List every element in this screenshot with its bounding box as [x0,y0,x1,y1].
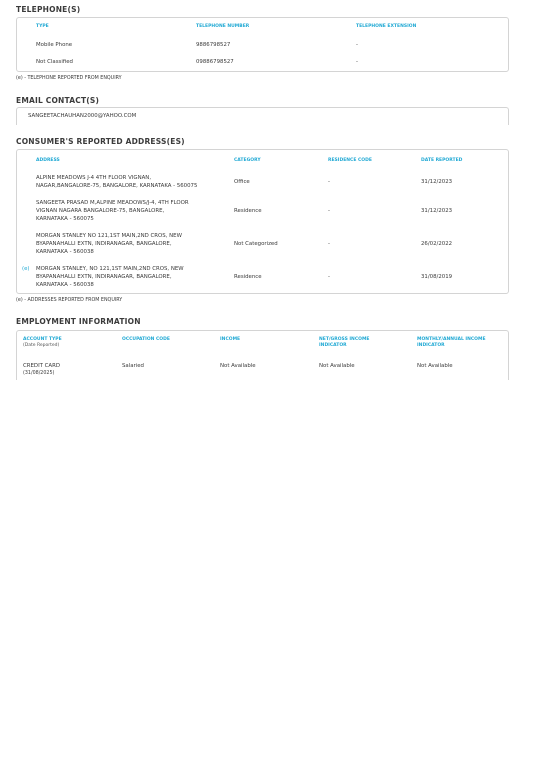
employment-header-net-gross-line-1: NET/GROSS INCOME [319,337,370,342]
address-row-4-code: - [328,274,330,280]
address-header-residence-code: RESIDENCE CODE [328,158,372,163]
address-card [16,149,509,294]
address-row-1-date: 31/12/2023 [421,179,453,185]
telephone-header-number: TELEPHONE NUMBER [196,24,250,29]
telephone-row-1-extension: - [356,42,358,48]
employment-header-net-gross [319,337,370,349]
address-row-1-line-2: NAGAR,BANGALORE-75, BANGALORE, KARNATAKA - 560075 [36,183,198,190]
address-row-3-date: 26/02/2022 [421,241,453,247]
address-row-4-line-3: KARNATAKA - 560038 [36,282,94,289]
email-card [16,107,509,125]
address-row-4-address [36,265,184,290]
address-header-date-reported: DATE REPORTED [421,158,463,163]
telephone-row-1-type: Mobile Phone [36,42,73,48]
address-row-4-category: Residence [234,274,262,280]
telephone-row-2-extension: - [356,59,358,65]
email-value: SANGEETACHAUHAN2000@YAHOO.COM [28,113,137,119]
employment-header-account-type-label: ACCOUNT TYPE [23,337,62,342]
employment-header-monthly-line-2: INDICATOR [417,343,445,348]
address-row-4-enquiry-marker: (e) [22,266,30,272]
employment-header-occupation: OCCUPATION CODE [122,337,170,342]
employment-occupation: Salaried [122,363,144,369]
address-row-3-line-3: KARNATAKA - 560038 [36,249,94,256]
address-row-2-line-3: KARNATAKA - 560075 [36,216,94,223]
telephone-section-title: TELEPHONE(S) [16,5,81,14]
telephone-note: (e) - TELEPHONE REPORTED FROM ENQUIRY [16,76,122,81]
address-row-4-date: 31/08/2019 [421,274,453,280]
address-row-1-category: Office [234,179,250,185]
address-note: (e) - ADDRESSES REPORTED FROM ENQUIRY [16,298,123,303]
address-row-3-address [36,232,182,257]
employment-header-income: INCOME [220,337,241,342]
address-row-3-code: - [328,241,330,247]
telephone-row-1-number: 9886798527 [196,42,231,48]
address-header-category: CATEGORY [234,158,261,163]
address-row-4-line-2: BYAPANAHALLI EXTN, INDIRANAGAR, BANGALORE, [36,274,172,281]
address-row-2-line-2: VIGNAN NAGARA BANGALORE-75, BANGALORE, [36,208,165,215]
employment-header-monthly-line-1: MONTHLY/ANNUAL INCOME [417,337,486,342]
employment-header-net-gross-line-2: INDICATOR [319,343,347,348]
address-row-2-address [36,199,189,224]
address-row-1-code: - [328,179,330,185]
telephone-row-2-number: 09886798527 [196,59,234,65]
address-row-1-address [36,174,197,190]
employment-header-date-reported-label: (Date Reported) [23,343,60,348]
telephone-row-2-type: Not Classified [36,59,73,65]
employment-section-title: EMPLOYMENT INFORMATION [16,317,141,326]
address-row-2-code: - [328,208,330,214]
address-row-2-date: 31/12/2023 [421,208,453,214]
address-row-3-line-1: MORGAN STANLEY NO 121,1ST MAIN,2ND CROS, NEW [36,233,182,239]
employment-net-gross: Not Available [319,363,355,369]
address-row-3-line-2: BYAPANAHALLI EXTN, INDIRANAGAR, BANGALORE, [36,241,172,248]
telephone-card [16,17,509,72]
telephone-header-type: TYPE [36,24,49,29]
employment-income: Not Available [220,363,256,369]
employment-card [16,330,509,380]
address-header-address: ADDRESS [36,158,60,163]
employment-monthly-annual: Not Available [417,363,453,369]
employment-header-account-type [23,337,62,349]
telephone-header-extension: TELEPHONE EXTENSION [356,24,417,29]
address-section-title: CONSUMER'S REPORTED ADDRESS(ES) [16,137,185,146]
employment-date-reported-value: (31/08/2025) [23,371,55,376]
address-row-1-line-1: ALPINE MEADOWS J-4 4TH FLOOR VIGNAN, [36,175,152,181]
address-row-4-line-1: MORGAN STANLEY, NO 121,1ST MAIN,2ND CROS, NEW [36,266,184,272]
address-row-2-category: Residence [234,208,262,214]
employment-account-type [23,362,60,378]
email-section-title: EMAIL CONTACT(S) [16,96,100,105]
address-row-2-line-1: SANGEETA PRASAD M,ALPINE MEADOWS/J-4, 4TH FLOOR [36,200,189,206]
address-row-3-category: Not Categorized [234,241,278,247]
employment-header-monthly-annual [417,337,486,349]
employment-account-type-value: CREDIT CARD [23,363,61,369]
